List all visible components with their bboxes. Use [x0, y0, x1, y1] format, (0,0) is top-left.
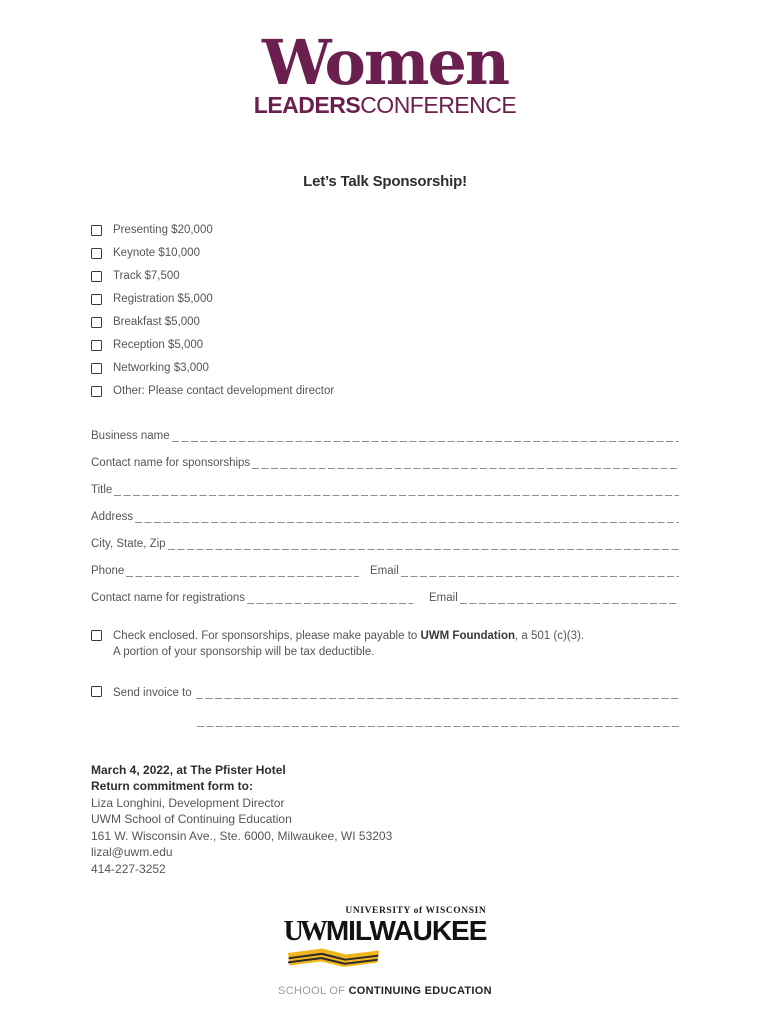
- uwm-foundation-bold: UWM Foundation: [420, 629, 516, 642]
- logo-subtitle: [0, 91, 770, 118]
- uw-milwaukee-wordmark: [284, 916, 487, 946]
- option-label: Reception $5,000: [113, 339, 204, 352]
- city-state-zip-label: City, State, Zip: [91, 537, 166, 550]
- send-invoice-line[interactable]: [196, 695, 679, 699]
- breakfast-checkbox[interactable]: [91, 317, 102, 328]
- city-state-zip-line[interactable]: [168, 546, 679, 550]
- email2-label: Email: [429, 591, 458, 604]
- business-name-label: Business name: [91, 429, 170, 442]
- phone-group: [91, 565, 359, 578]
- email-label: Email: [370, 564, 399, 577]
- page-title: Let’s Talk Sponsorship!: [303, 172, 467, 190]
- business-name-row: [91, 416, 679, 443]
- email2-group: [429, 592, 679, 605]
- option-label: Networking $3,000: [113, 362, 209, 375]
- university-of-wisconsin-text: UNIVERSITY of WISCONSIN: [345, 906, 487, 916]
- school-of-continuing-education-text: [0, 985, 770, 997]
- uw-monogram: UW: [283, 916, 324, 947]
- send-invoice-continuation: [197, 700, 679, 728]
- phone-label: Phone: [91, 564, 125, 577]
- email-group: [370, 565, 679, 578]
- send-invoice-line2[interactable]: [197, 723, 679, 727]
- track-checkbox[interactable]: [91, 271, 102, 282]
- logo-subtitle-conference: CONFERENCE: [360, 91, 517, 118]
- other-checkbox[interactable]: [91, 386, 102, 397]
- uwm-gold-flag-icon: [286, 947, 381, 969]
- presenting-checkbox[interactable]: [91, 225, 102, 236]
- contact-phone-line: 414-227-3252: [91, 861, 166, 876]
- registration-checkbox[interactable]: [91, 294, 102, 305]
- option-label: Breakfast $5,000: [113, 316, 200, 329]
- address-line[interactable]: [135, 519, 679, 523]
- contact-fields: [91, 416, 679, 605]
- event-date-line: March 4, 2022, at The Pfister Hotel: [91, 762, 286, 777]
- business-name-line[interactable]: [172, 438, 679, 442]
- option-label: Presenting $20,000: [113, 224, 213, 237]
- contact-sponsorships-label: Contact name for sponsorships: [91, 456, 251, 469]
- option-row-breakfast: [91, 311, 679, 334]
- option-label: Other: Please contact development director: [113, 385, 335, 398]
- contact-address-line: 161 W. Wisconsin Ave., Ste. 6000, Milwaukee, WI 53203: [91, 828, 393, 843]
- phone-line[interactable]: [126, 573, 359, 577]
- contact-registrations-label: Contact name for registrations: [91, 591, 246, 604]
- option-row-keynote: [91, 242, 679, 265]
- contact-registrations-group: [91, 592, 413, 605]
- contact-email-line: lizal@uwm.edu: [91, 845, 173, 860]
- keynote-checkbox[interactable]: [91, 248, 102, 259]
- check-enclosed-text: [113, 628, 584, 660]
- option-row-other: [91, 380, 679, 403]
- payment-section: [91, 628, 679, 728]
- send-invoice-label: Send invoice to: [113, 686, 192, 699]
- option-row-reception: [91, 334, 679, 357]
- contact-person-line: Liza Longhini, Development Director: [91, 795, 285, 810]
- title-label: Title: [91, 483, 113, 496]
- check-enclosed-pre: Check enclosed. For sponsorships, please make payable to: [113, 629, 421, 642]
- email2-line[interactable]: [460, 600, 679, 604]
- check-enclosed-checkbox[interactable]: [91, 630, 102, 641]
- networking-checkbox[interactable]: [91, 363, 102, 374]
- registrations-email-row: [91, 578, 679, 605]
- logo-wordmark: Women: [261, 26, 509, 99]
- option-row-registration: [91, 288, 679, 311]
- address-label: Address: [91, 510, 134, 523]
- milwaukee-text: MILWAUKEE: [325, 915, 487, 946]
- title-line[interactable]: [114, 492, 679, 496]
- title-row: [91, 470, 679, 497]
- send-invoice-row: [91, 684, 679, 700]
- check-enclosed-row: [91, 628, 679, 660]
- logo-subtitle-leaders: LEADERS: [253, 91, 361, 118]
- send-invoice-checkbox[interactable]: [91, 686, 102, 697]
- return-info-block: [91, 762, 679, 878]
- phone-email-row: [91, 551, 679, 578]
- contact-sponsorships-row: [91, 443, 679, 470]
- check-enclosed-line2: A portion of your sponsorship will be tax deductible.: [113, 645, 375, 658]
- form-content: [91, 219, 679, 878]
- option-label: Registration $5,000: [113, 293, 213, 306]
- contact-org-line: UWM School of Continuing Education: [91, 812, 292, 827]
- option-row-presenting: [91, 219, 679, 242]
- reception-checkbox[interactable]: [91, 340, 102, 351]
- women-leaders-logo: [0, 0, 770, 117]
- option-label: Keynote $10,000: [113, 247, 200, 260]
- uwm-logo-inner: [284, 906, 487, 969]
- sponsorship-options: [91, 219, 679, 403]
- uwm-logo: [0, 906, 770, 997]
- continuing-education-text: CONTINUING EDUCATION: [348, 985, 492, 998]
- option-row-track: [91, 265, 679, 288]
- option-row-networking: [91, 357, 679, 380]
- contact-sponsorships-line[interactable]: [252, 465, 679, 469]
- check-enclosed-post: , a 501 (c)(3).: [515, 629, 585, 642]
- address-row: [91, 497, 679, 524]
- option-label: Track $7,500: [113, 270, 180, 283]
- city-state-zip-row: [91, 524, 679, 551]
- school-of-text: SCHOOL OF: [278, 985, 346, 998]
- email-line[interactable]: [401, 573, 679, 577]
- contact-registrations-line[interactable]: [247, 600, 413, 604]
- return-form-line: Return commitment form to:: [91, 779, 253, 794]
